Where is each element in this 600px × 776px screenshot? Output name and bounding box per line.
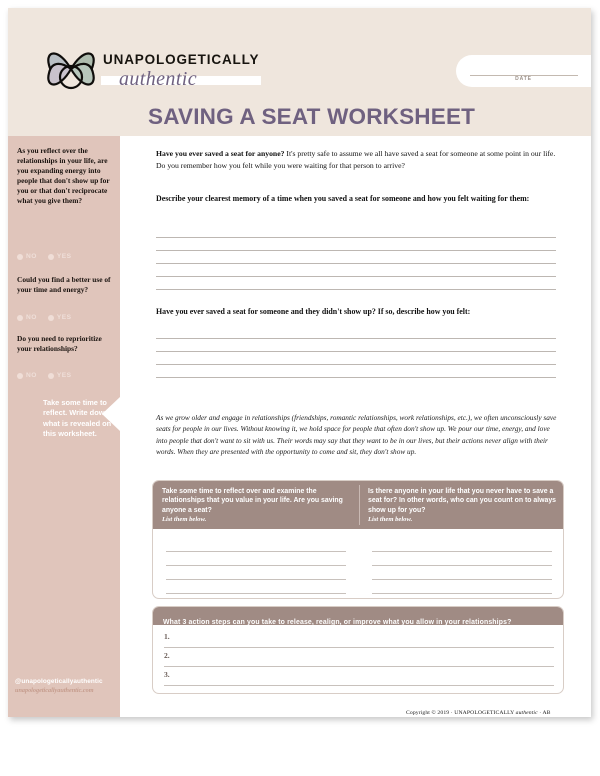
answer-line[interactable] [166, 580, 346, 594]
action-steps-card [152, 606, 564, 694]
answer-lines-1[interactable] [156, 225, 556, 290]
radio-icon[interactable] [17, 373, 23, 379]
radio-icon[interactable] [17, 315, 23, 321]
dual-right-subtitle: List them below. [368, 515, 413, 523]
page-title: SAVING A SEAT WORKSHEET [148, 104, 476, 129]
action-row[interactable] [164, 667, 554, 686]
sidebar-option-3-yes[interactable] [48, 372, 72, 379]
prompt-2: Have you ever saved a seat for someone and they didn't show up? If so, describe how you felt: [156, 307, 471, 316]
dual-left-subtitle: List them below. [162, 515, 207, 523]
sidebar-options-2[interactable] [17, 314, 72, 321]
action-card-rows [153, 625, 564, 686]
option-label: YES [56, 314, 72, 321]
intro-lead: Have you ever saved a seat for anyone? [156, 149, 285, 158]
brand-logo [41, 39, 291, 101]
action-row[interactable] [164, 629, 554, 648]
butterfly-logo-icon [41, 40, 101, 98]
answer-line[interactable] [372, 538, 552, 552]
answer-line[interactable] [156, 225, 556, 238]
dual-left-lines[interactable] [153, 529, 359, 599]
answer-line[interactable] [156, 339, 556, 352]
sidebar-options-3[interactable] [17, 372, 72, 379]
answer-line[interactable] [372, 580, 552, 594]
option-label: YES [56, 253, 72, 260]
copyright-prefix: Copyright © 2019 · UNAPOLOGETICALLY [406, 710, 516, 716]
logo-script-word: authentic [119, 68, 198, 90]
answer-line[interactable] [156, 251, 556, 264]
dual-card-header-right [359, 481, 564, 529]
radio-icon[interactable] [48, 315, 54, 321]
header-band [8, 8, 591, 136]
copyright-suffix: · AB [537, 710, 551, 716]
option-label: NO [26, 372, 37, 379]
social-handle: @unapologeticallyauthentic [15, 678, 103, 685]
answer-line[interactable] [166, 566, 346, 580]
action-card-header [153, 607, 564, 625]
option-label: NO [26, 253, 37, 260]
sidebar-options-1[interactable] [17, 253, 72, 260]
radio-icon[interactable] [48, 254, 54, 260]
logo-wordmark: UNAPOLOGETICALLY [103, 52, 260, 67]
action-number: 3. [164, 670, 170, 679]
action-row[interactable] [164, 648, 554, 667]
sidebar-option-1-yes[interactable] [48, 253, 72, 260]
intro-rest: It's pretty safe to assume we all have saved a seat for someone at some point in our life. Do you remember how you felt while you were waiting for that person to arrive? [156, 149, 556, 171]
dual-right-question: Is there anyone in your life that you never have to save a seat for? In other words, who can you count on to always show up for you? [368, 488, 556, 514]
answer-line[interactable] [156, 326, 556, 339]
answer-line[interactable] [372, 566, 552, 580]
copyright-brand-script: authentic [515, 710, 538, 716]
sidebar [8, 136, 120, 717]
action-number: 1. [164, 632, 170, 641]
sidebar-option-2-no[interactable] [17, 314, 37, 321]
copyright-notice [406, 710, 551, 716]
dual-card-header-left [153, 481, 359, 529]
option-label: NO [26, 314, 37, 321]
date-label: DATE [515, 76, 532, 82]
answer-line[interactable] [166, 552, 346, 566]
dual-card-body [153, 529, 564, 599]
radio-icon[interactable] [17, 254, 23, 260]
radio-icon[interactable] [48, 373, 54, 379]
dual-card-header [153, 481, 564, 529]
sidebar-question-1: As you reflect over the relationships in your life, are you expanding energy into people that don't show up for you or that don't reciprocate what you give them? [17, 146, 110, 205]
answer-line[interactable] [156, 264, 556, 277]
sidebar-contact [15, 678, 115, 695]
sidebar-option-3-no[interactable] [17, 372, 37, 379]
sidebar-question-2: Could you find a better use of your time and energy? [17, 275, 111, 294]
action-number: 2. [164, 651, 170, 660]
dual-left-question: Take some time to reflect over and examine the relationships that you value in your life. Are you saving anyone a seat? [162, 488, 343, 514]
intro-paragraph [156, 148, 556, 173]
action-card-heading: What 3 action steps can you take to release, realign, or improve what you allow in your relationships? [163, 619, 512, 626]
worksheet-page [8, 8, 591, 717]
answer-line[interactable] [156, 352, 556, 365]
sidebar-option-2-yes[interactable] [48, 314, 72, 321]
answer-line[interactable] [156, 277, 556, 290]
option-label: YES [56, 372, 72, 379]
main-content [120, 136, 591, 717]
answer-lines-2[interactable] [156, 326, 556, 378]
sidebar-question-3: Do you need to reprioritize your relationships? [17, 334, 102, 353]
date-field-plate[interactable] [456, 55, 591, 87]
dual-right-lines[interactable] [359, 529, 564, 599]
sidebar-option-1-no[interactable] [17, 253, 37, 260]
website-url: unapologeticallyauthentic.com [15, 686, 94, 694]
reflection-paragraph: As we grow older and engage in relationships (friendships, romantic relationships, work relationships, etc.), we often unconsciously save seats for people in our lives. Without knowing it, we hold space for people that often don't show up. We pour our time, energy, and love into people that don't want to sit with us. Their words may say that they want to be in our lives, but their actions never align with their words. When they are presented with the opportunity to come and sit, they don't show up. [156, 413, 557, 457]
answer-line[interactable] [156, 365, 556, 378]
sidebar-callout: Take some time to reflect. Write down what is revealed on this worksheet. [43, 398, 112, 439]
dual-question-card [152, 480, 564, 599]
prompt-1: Describe your clearest memory of a time when you saved a seat for someone and how you felt waiting for them: [156, 194, 530, 203]
answer-line[interactable] [156, 238, 556, 251]
answer-line[interactable] [166, 538, 346, 552]
answer-line[interactable] [372, 552, 552, 566]
